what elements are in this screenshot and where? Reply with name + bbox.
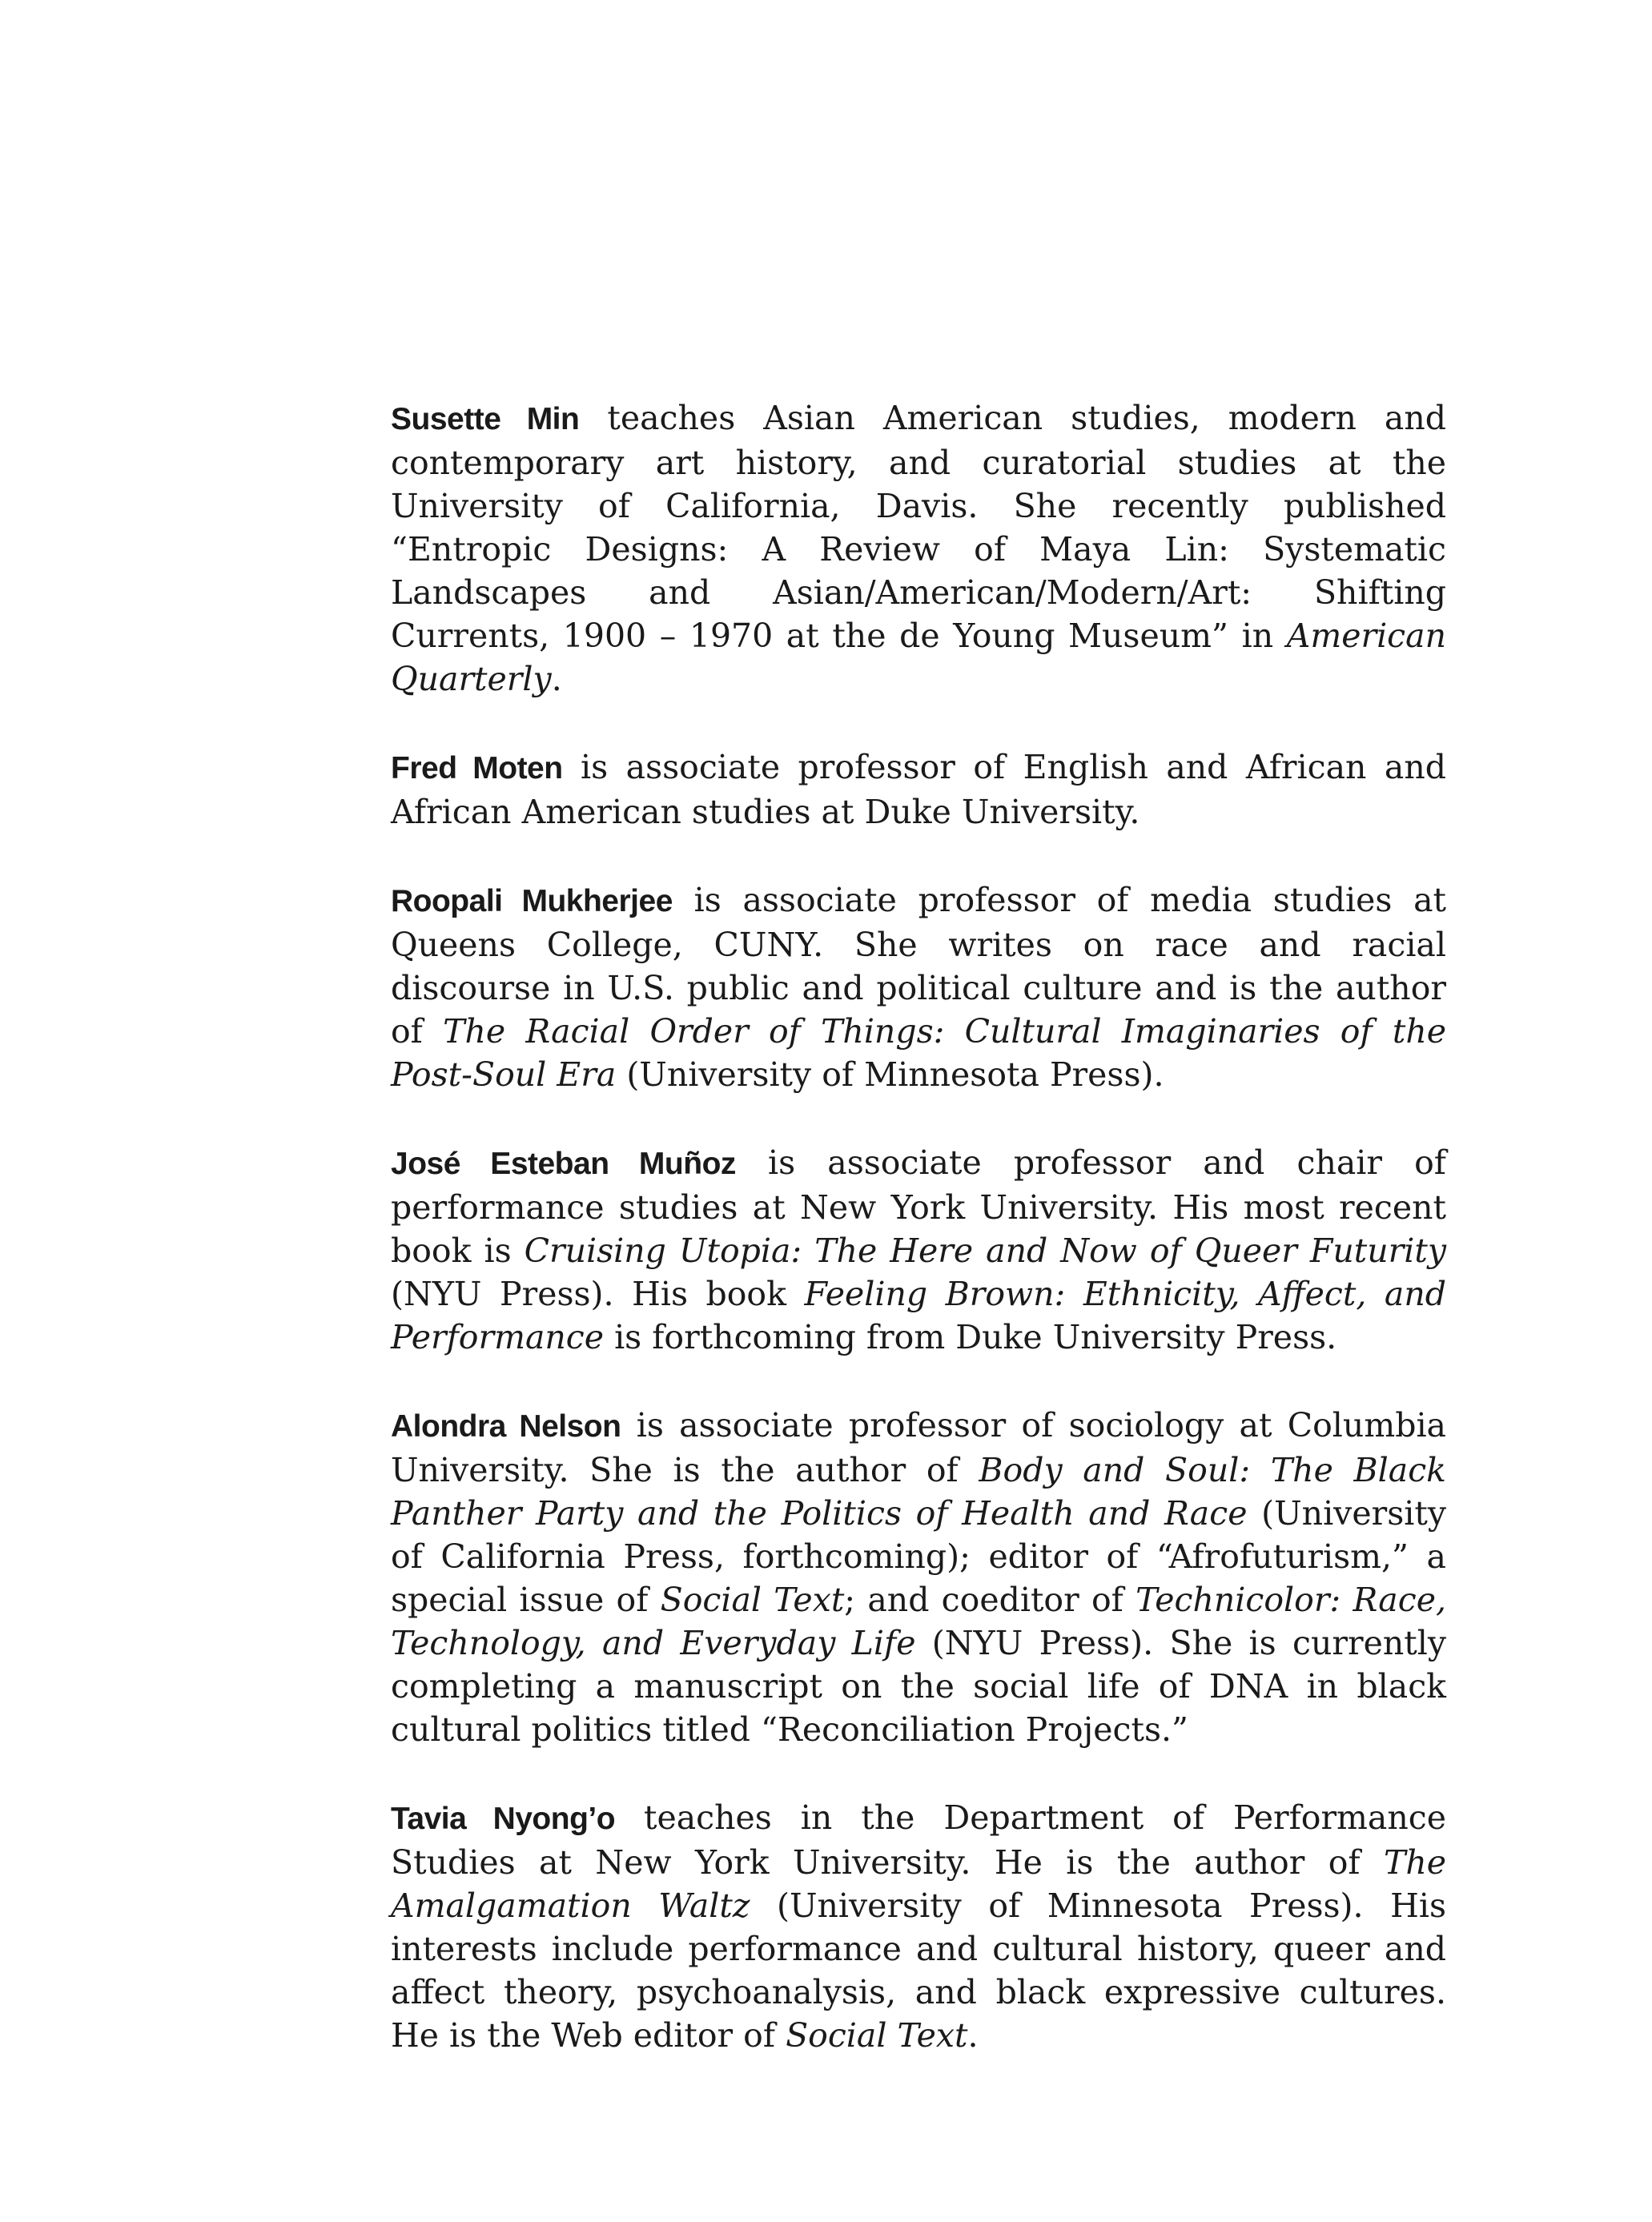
bio-text: is associate professor of English and African and African American studies at Duke University. [391,748,1446,831]
bio-text: is associate professor of sociology at Columbia University. She is the author of [391,1406,1446,1489]
bio-entry [391,1141,1446,1359]
bio-text: (University of Minnesota Press). [616,1055,1164,1094]
bio-text: (University of California Press, forthcoming); editor of “Afrofuturism,” a special issue of [391,1494,1446,1619]
bio-entry [391,878,1446,1096]
bio-text: is associate professor and chair of performance studies at New York University. His most recent book is [391,1143,1446,1270]
publication-title: Social Text [660,1581,845,1619]
bio-entry [391,745,1446,834]
bio-text: (University of Minnesota Press). His interests include performance and cultural history, queer and affect theory, psychoanalysis, and black expressive cultures. He is the Web editor of [391,1886,1446,2055]
publication-title: American Quarterly [391,617,1446,698]
bio-text: ; and coeditor of [844,1581,1136,1619]
contributor-name: Alondra Nelson [391,1409,621,1444]
contributor-name: Roopali Mukherjee [391,884,673,918]
publication-title: Technicolor: Race, Technology, and Everyday Life [391,1581,1446,1662]
bio-text: . [551,660,562,698]
bio-text: is forthcoming from Duke University Press. [604,1318,1337,1356]
contributor-name: Fred Moten [391,751,563,786]
bio-text: teaches Asian American studies, modern and contemporary art history, and curatorial studies at the University of California, Davis. She recently published “Entropic Designs: A Review of Maya Lin: Systematic Landscapes and Asian/American/Modern/Art: Shifting Currents, 1900 – 1970 at the de Young Museum” in [391,399,1446,655]
publication-title: The Amalgamation Waltz [391,1843,1446,1925]
publication-title: The Racial Order of Things: Cultural Imaginaries of the Post-Soul Era [391,1012,1446,1094]
publication-title: Body and Soul: The Black Panther Party and the Politics of Health and Race [391,1451,1446,1533]
bio-entry [391,1796,1446,2057]
publication-title: Feeling Brown: Ethnicity, Affect, and Performance [391,1275,1446,1356]
bio-entry [391,396,1446,701]
publication-title: Social Text [786,2016,968,2055]
bio-text: is associate professor of media studies at Queens College, CUNY. She writes on race and racial discourse in U.S. public and political culture and is the author of [391,881,1447,1051]
bio-text: teaches in the Department of Performance Studies at New York University. He is the author of [391,1798,1446,1882]
bio-text: (NYU Press). She is currently completing a manuscript on the social life of DNA in black cultural politics titled “Reconciliation Projects.” [391,1624,1446,1749]
bio-text: (NYU Press). His book [391,1275,805,1313]
contributor-bios [391,396,1446,2102]
contributor-name: Tavia Nyong’o [391,1802,616,1836]
bio-text: . [967,2016,979,2055]
publication-title: Cruising Utopia: The Here and Now of Queer Futurity [524,1232,1446,1270]
contributor-name: José Esteban Muñoz [391,1147,736,1181]
contributor-name: Susette Min [391,402,580,436]
bio-entry [391,1404,1446,1751]
